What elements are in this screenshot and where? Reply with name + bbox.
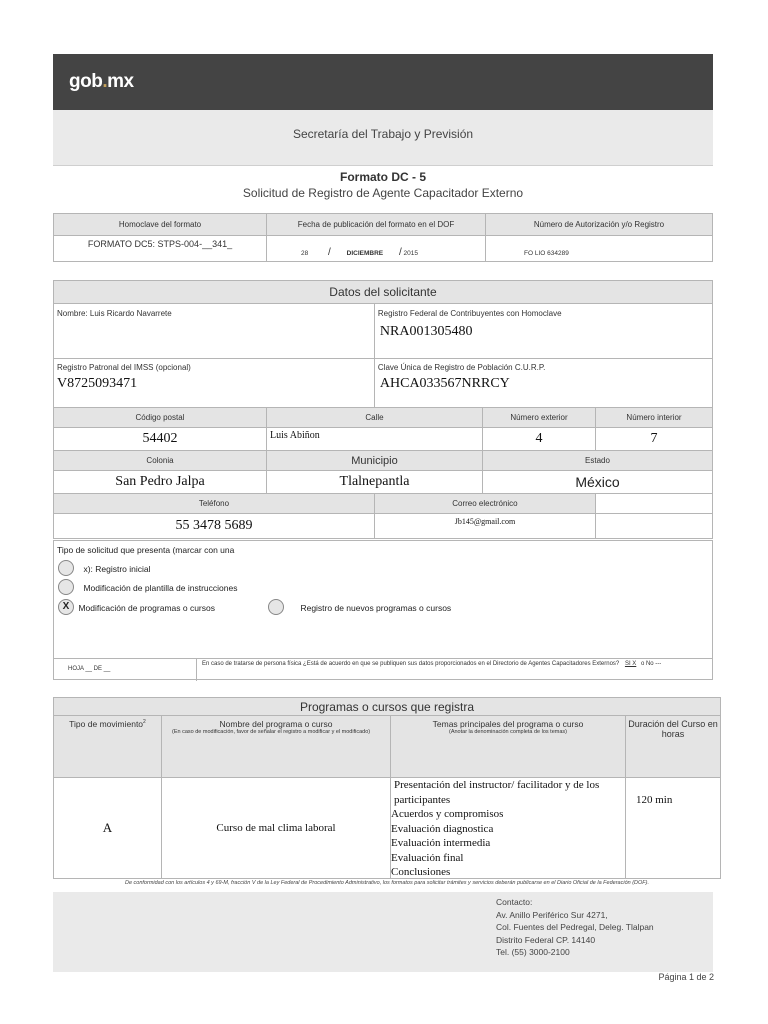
autorizacion-label: Número de Autorización y/o Registro xyxy=(486,214,713,236)
rfc-value: NRA001305480 xyxy=(379,324,473,339)
estado-value: México xyxy=(483,471,713,494)
correo-label-spacer xyxy=(596,494,713,514)
correo-value: Jb145@gmail.com xyxy=(374,514,595,539)
municipio-label: Municipio xyxy=(267,451,483,471)
dof-month: DICIEMBRE xyxy=(346,250,384,257)
colonia-value: San Pedro Jalpa xyxy=(54,471,267,494)
contacto-line: Col. Fuentes del Pedregal, Deleg. Tlalpan xyxy=(496,922,654,932)
curp-cell xyxy=(374,359,712,408)
radio-plantilla[interactable] xyxy=(58,579,74,595)
hoja-divider xyxy=(196,659,197,681)
hoja-label: HOJA __ DE __ xyxy=(68,666,111,672)
contacto-line: Av. Anillo Periférico Sur 4271, xyxy=(496,909,608,920)
header-bar xyxy=(53,54,713,110)
programas-section-title: Programas o cursos que registra xyxy=(54,698,721,716)
tipo-label: Tipo de solicitud que presenta (marcar con una xyxy=(57,545,235,555)
row-temas xyxy=(391,778,626,879)
col-nombre-programa: Nombre del programa o curso (En caso de modificación, favor de señalar el registro a modificar y el modificado) xyxy=(162,716,391,778)
dof-day: 28 xyxy=(301,250,309,257)
estado-label: Estado xyxy=(483,451,713,471)
col-duracion: Duración del Curso en horas xyxy=(626,716,721,778)
telefono-value: 55 3478 5689 xyxy=(54,514,375,539)
cp-label: Código postal xyxy=(54,408,267,428)
page-indicator: Página 1 de 2 xyxy=(658,972,714,982)
dof-sep-1: / xyxy=(328,247,331,258)
datos-section-title: Datos del solicitante xyxy=(54,281,713,304)
secretaria-bar xyxy=(53,110,713,166)
telefono-label: Teléfono xyxy=(54,494,375,514)
cp-value: 54402 xyxy=(54,428,267,451)
opt-nuevos-programas-label: Registro de nuevos programas o cursos xyxy=(300,603,452,613)
dof-sep-2: / xyxy=(398,247,402,258)
programas-table xyxy=(53,697,721,879)
opt-modificacion-programas[interactable] xyxy=(58,598,215,616)
tipo-solicitud-box xyxy=(53,540,713,680)
contacto-block xyxy=(496,896,654,959)
rfc-label: Registro Federal de Contribuyentes con Homoclave xyxy=(377,309,562,318)
opt-nuevos-programas[interactable] xyxy=(268,598,451,616)
persona-fisica-question: En caso de tratarse de persona física ¿Está de acuerdo en que se publiquen sus datos proporcionados en el Directorio de Agentes Capacitadores Externos? SI X o No --- xyxy=(202,661,662,667)
imss-label: Registro Patronal del IMSS (opcional) xyxy=(57,363,191,372)
opt-registro-inicial-label: x): Registro inicial xyxy=(83,564,151,574)
opt-plantilla-label: Modificación de plantilla de instrucciones xyxy=(83,583,238,593)
tema-item: Evaluación final xyxy=(391,851,464,864)
secretaria-title: Secretaría del Trabajo y Previsión xyxy=(292,127,474,141)
numext-label: Número exterior xyxy=(483,408,596,428)
tema-item: Evaluación diagnostica xyxy=(391,822,494,835)
nombre-label: Nombre: Luis Ricardo Navarrete xyxy=(57,309,172,318)
tipo-bottom-row xyxy=(54,658,712,681)
contacto-phone[interactable]: Tel. (55) 3000-2100 xyxy=(496,947,570,957)
tema-item: Evaluación intermedia xyxy=(391,837,491,849)
tema-item: Conclusiones xyxy=(391,866,451,878)
tema-item: Presentación del instructor/ facilitador y de los participantes xyxy=(394,779,600,806)
row-duracion: 120 min xyxy=(626,778,721,879)
form-title: Formato DC - 5 xyxy=(339,170,426,184)
radio-nuevos-programas[interactable] xyxy=(268,599,284,615)
homoclave-value: FORMATO DC5: STPS-004-__341_ xyxy=(54,236,267,262)
no-option[interactable]: o No --- xyxy=(640,661,662,667)
numint-label: Número interior xyxy=(596,408,713,428)
correo-label: Correo electrónico xyxy=(374,494,595,514)
opt-registro-inicial[interactable] xyxy=(58,559,151,577)
imss-value: V8725093471 xyxy=(57,376,138,391)
calle-value: Luis Abiñon xyxy=(267,428,483,451)
form-subtitle: Solicitud de Registro de Agente Capacitador Externo xyxy=(242,186,524,200)
radio-modificacion-programas[interactable]: X xyxy=(58,599,74,615)
opt-modificacion-programas-label: Modificación de programas o cursos xyxy=(78,603,215,613)
folio-value: FO LIO 634289 xyxy=(486,236,713,262)
correo-value-spacer xyxy=(596,514,713,539)
radio-registro-inicial[interactable] xyxy=(58,560,74,576)
row-nombre: Curso de mal clima laboral xyxy=(162,778,391,879)
gobmx-logo[interactable]: gob.mx xyxy=(69,71,134,92)
numint-value: 7 xyxy=(596,428,713,451)
fecha-dof-value xyxy=(267,236,486,262)
homoclave-table xyxy=(53,213,713,262)
colonia-label: Colonia xyxy=(54,451,267,471)
municipio-value: Tlalnepantla xyxy=(267,471,483,494)
contacto-title: Contacto: xyxy=(496,897,533,907)
dof-year: 2015 xyxy=(403,250,418,257)
rfc-cell xyxy=(374,304,712,359)
tema-item: Acuerdos y compromisos xyxy=(391,808,504,820)
fecha-dof-label: Fecha de publicación del formato en el DOF xyxy=(267,214,486,236)
legal-footnote: De conformidad con los artículos 4 y 69-M, fracción V de la Ley Federal de Procedimiento Administrativo, los formatos para solicitar trámites y servicios deberán publicarse en el Diario Oficial de la Federación (DOF). xyxy=(124,880,650,886)
datos-solicitante-table xyxy=(53,280,713,539)
calle-label: Calle xyxy=(267,408,483,428)
col-temas: Temas principales del programa o curso (Anotar la denominación completa de los temas) xyxy=(391,716,626,778)
curp-label: Clave Única de Registro de Población C.U.R.P. xyxy=(377,363,546,372)
opt-plantilla[interactable] xyxy=(58,578,237,596)
col-tipo-movimiento: Tipo de movimiento$^2$ xyxy=(54,716,162,778)
homoclave-label: Homoclave del formato xyxy=(54,214,267,236)
imss-cell xyxy=(54,359,375,408)
curp-value: AHCA033567NRRCY xyxy=(379,376,510,391)
row-tipo: A xyxy=(54,778,162,879)
si-option[interactable]: SI X xyxy=(624,661,637,667)
footer-bar xyxy=(53,892,713,972)
numext-value: 4 xyxy=(483,428,596,451)
nombre-cell xyxy=(54,304,375,359)
contacto-line: Distrito Federal CP. 14140 xyxy=(496,934,596,945)
